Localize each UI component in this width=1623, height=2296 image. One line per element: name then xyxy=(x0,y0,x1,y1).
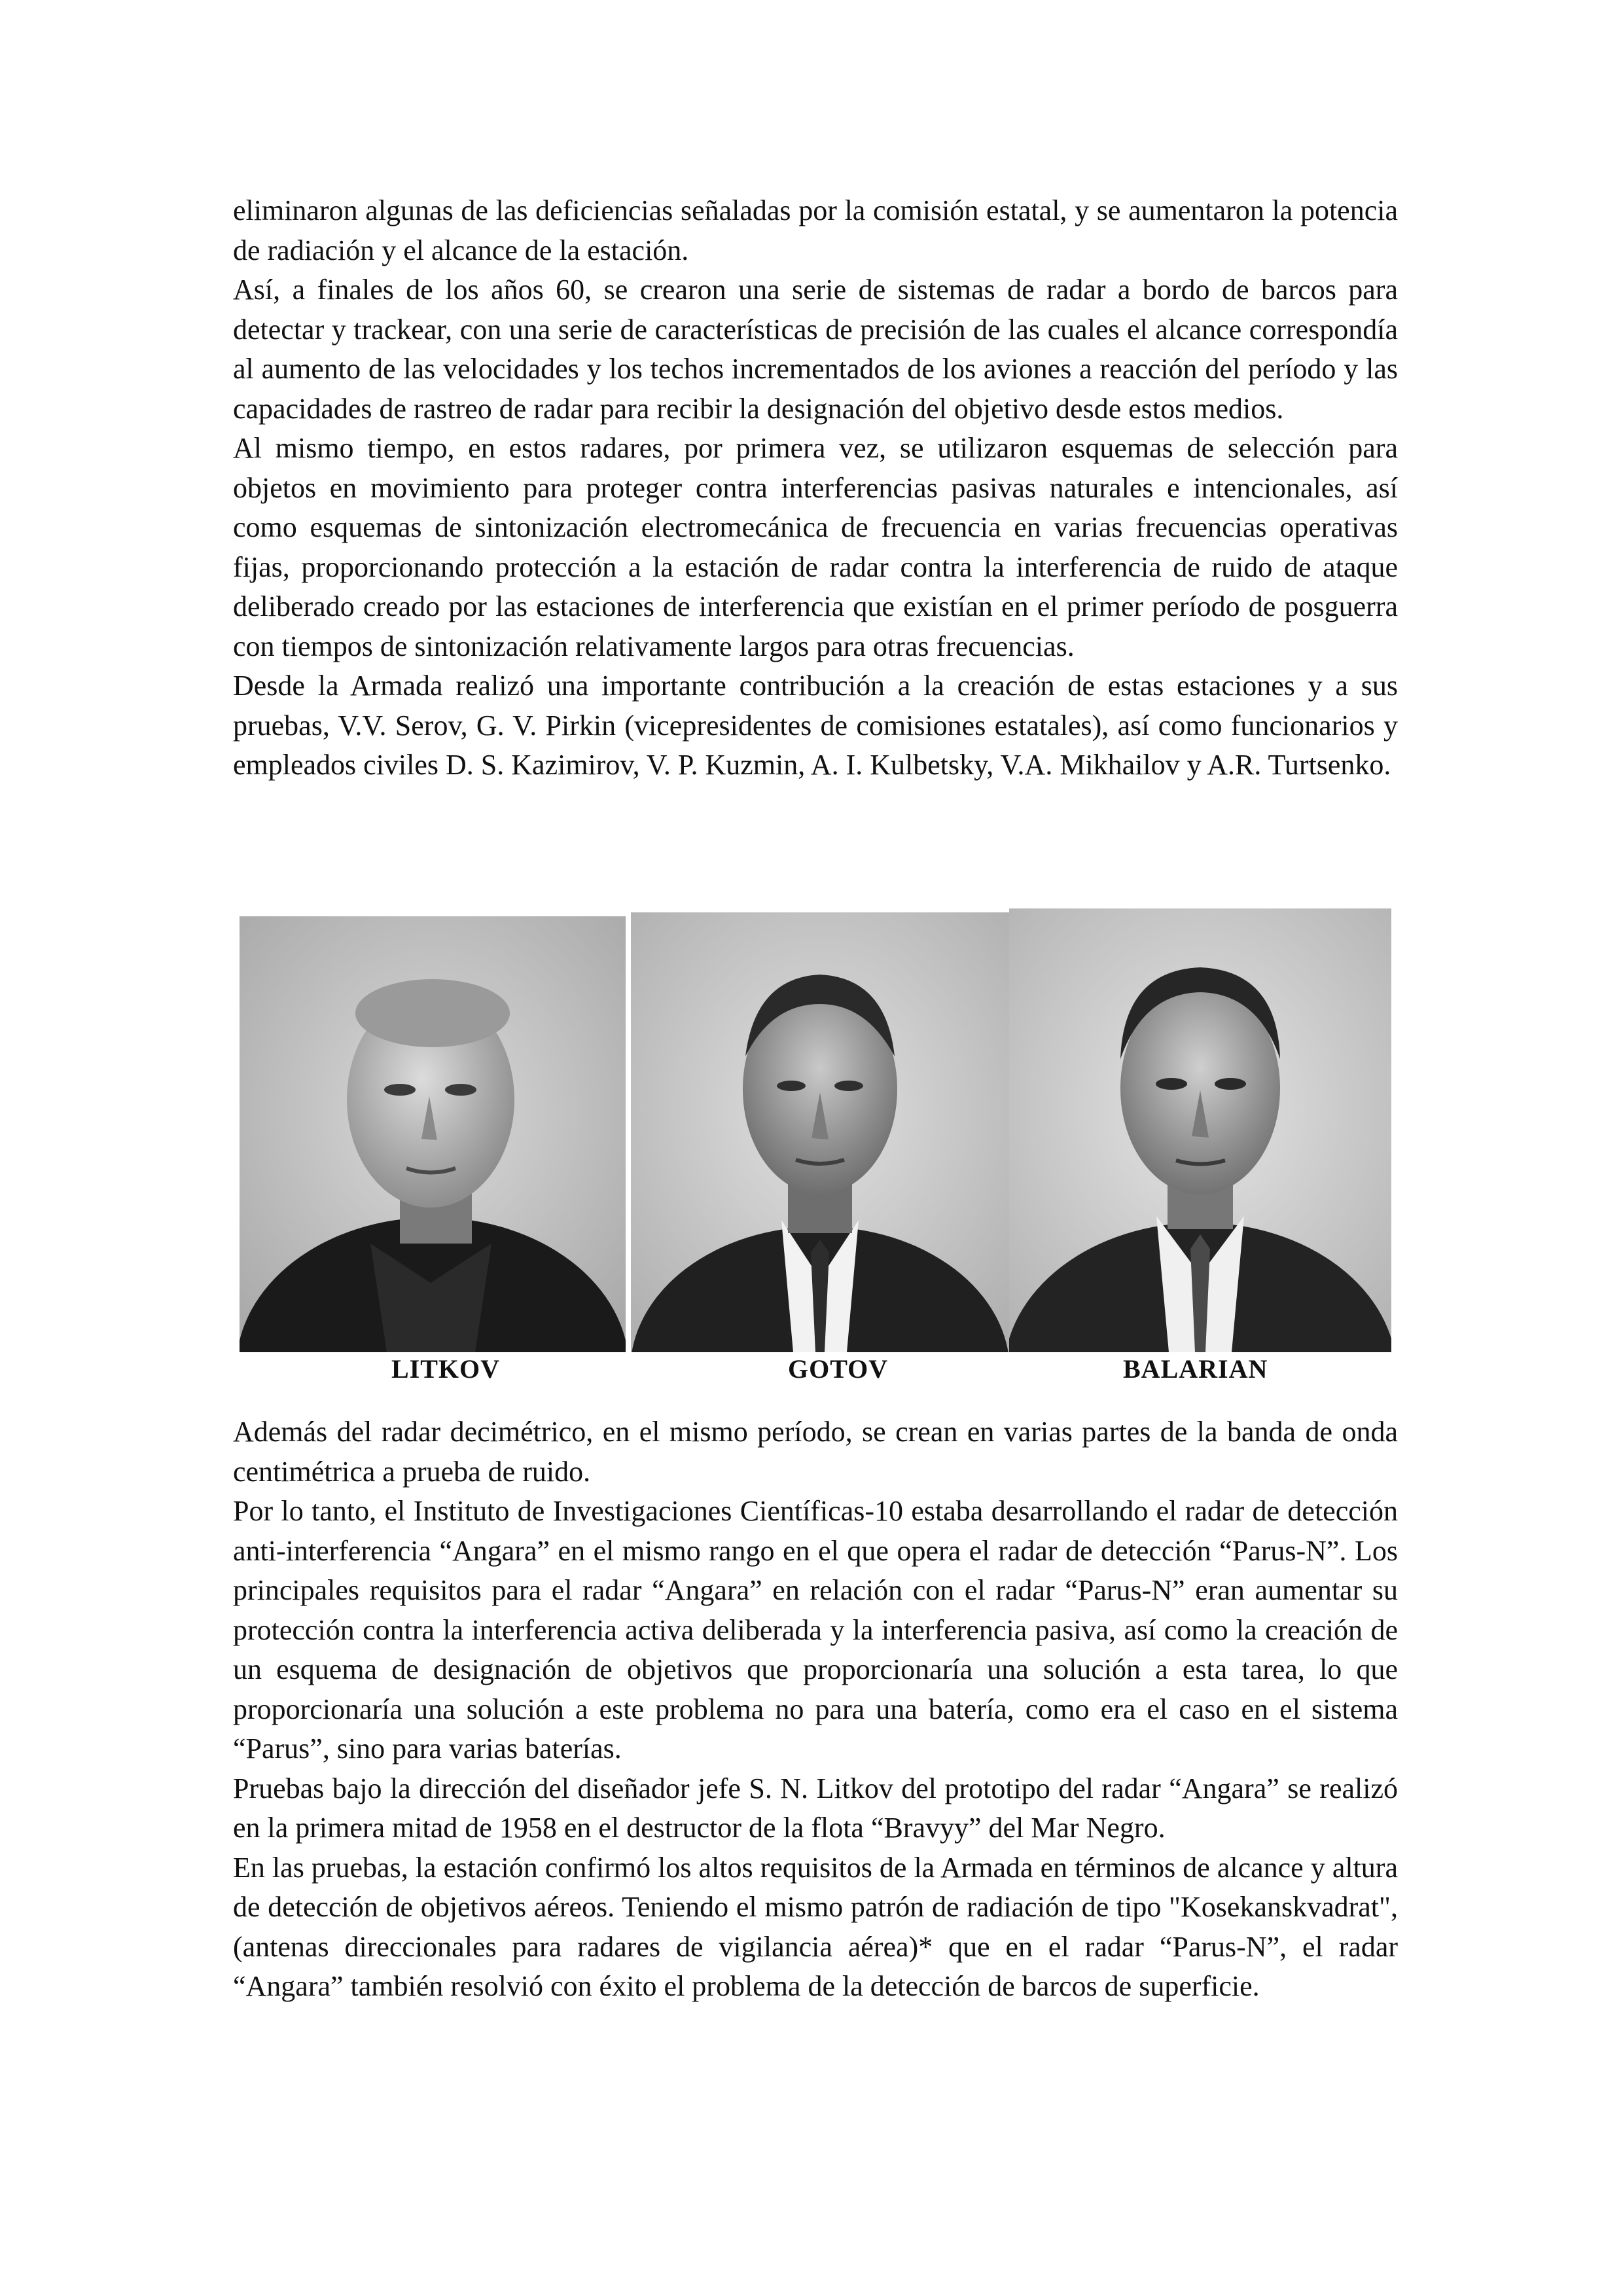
paragraph: Además del radar decimétrico, en el mismo período, se crean en varias partes de la banda de onda centimétrica a prueba de ruido. xyxy=(233,1416,1398,1488)
paragraph: En las pruebas, la estación confirmó los altos requisitos de la Armada en términos de alcance y altura de detección de objetivos aéreos. Teniendo el mismo patrón de radiación de tipo "Kosekanskvadrat", (antenas direccionales para radares de vigilancia aérea)* que en el radar “Parus-N”, el radar “Angara” también resolvió con éxito el problema de la detección de barcos de superficie. xyxy=(233,1851,1398,2002)
portrait-row xyxy=(240,908,1391,1360)
portrait-photo-balarian xyxy=(1009,908,1391,1352)
paragraph: Desde la Armada realizó una importante contribución a la creación de estas estaciones y a sus pruebas, V.V. Serov, G. V. Pirkin (vicepresidentes de comisiones estatales), así como funcionarios y empleados civiles D. S. Kazimirov, V. P. Kuzmin, A. I. Kulbetsky, V.A. Mikhailov y A.R. Turtsenko. xyxy=(233,670,1398,781)
portrait-photo-litkov xyxy=(240,916,626,1352)
paragraph: Así, a finales de los años 60, se crearon una serie de sistemas de radar a bordo de barcos para detectar y trackear, con una serie de características de precisión de las cuales el alcance correspondía al aumento de las velocidades y los techos incrementados de los aviones a reacción del período y las capacidades de rastreo de radar para recibir la designación del objetivo desde estos medios. xyxy=(233,274,1398,425)
paragraph: Por lo tanto, el Instituto de Investigaciones Científicas-10 estaba desarrollando el radar de detección anti-interferencia “Angara” en el mismo rango en el que opera el radar de detección “Parus-N”. Los principales requisitos para el radar “Angara” en relación con el radar “Parus-N” eran aumentar su protección contra la interferencia activa deliberada y la interferencia pasiva, así como la creación de un esquema de designación de objetivos que proporcionaría una solución a esta tarea, lo que proporcionaría una solución a este problema no para una batería, como era el caso en el sistema “Parus”, sino para varias baterías. xyxy=(233,1495,1398,1765)
paragraph: eliminaron algunas de las deficiencias señaladas por la comisión estatal, y se aumentaron la potencia de radiación y el alcance de la estación. xyxy=(233,194,1398,266)
paragraph: Al mismo tiempo, en estos radares, por primera vez, se utilizaron esquemas de selección para objetos en movimiento para proteger contra interferencias pasivas naturales e intencionales, así como esquemas de sintonización electromecánica de frecuencia en varias frecuencias operativas fijas, proporcionando protección a la estación de radar contra la interferencia de ruido de ataque deliberado creado por las estaciones de interferencia que existían en el primer período de posguerra con tiempos de sintonización relativamente largos para otras frecuencias. xyxy=(233,432,1398,662)
paragraph: Pruebas bajo la dirección del diseñador jefe S. N. Litkov del prototipo del radar “Angara” se realizó en la primera mitad de 1958 en el destructor de la flota “Bravyy” del Mar Negro. xyxy=(233,1772,1398,1844)
text-block-top xyxy=(233,191,1398,785)
caption-gotov: GOTOV xyxy=(788,1354,889,1384)
portrait-photo-gotov xyxy=(631,912,1009,1352)
text-block-bottom xyxy=(233,1412,1398,2007)
caption-balarian: BALARIAN xyxy=(1123,1354,1268,1384)
caption-litkov: LITKOV xyxy=(391,1354,501,1384)
